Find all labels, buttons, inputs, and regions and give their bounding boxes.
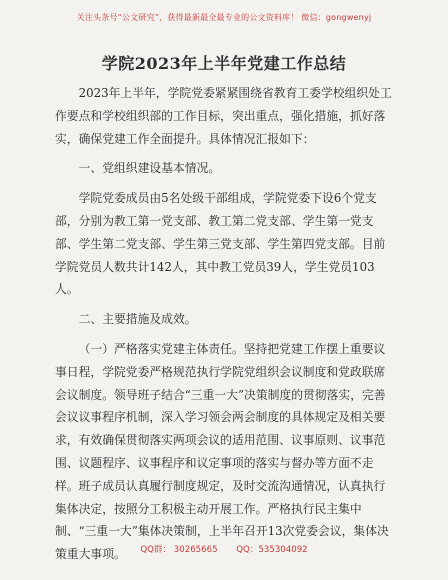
body-paragraph: （一）严格落实党建主体责任。坚持把党建工作摆上重要议事日程，学院党委严格规范执行学院党组织会议制度和党政联席会议制度。领导班子结合“三重一大”决策制度的贯彻落实，完善会议议事程序机制，深入学习领会两会制度的具体规定及相关要求，有效确保贯彻落实两项会议的适用范围、议事原则、议事范围、议题程序、议事程序和议定事项的落实与督办等方面不走样。班子成员认真履行制度规定，及时交流沟通情况，认真执行集体决定，按照分工积极主动开展工作。严格执行民主集中制、“三重一大”集体决策制，上半年召开13次党委会议，集体决策重大事项。 xyxy=(55,341,389,562)
intro-paragraph: 2023年上半年，学院党委紧紧围绕省教育工委学校组织处工作要点和学校组织部的工作目标，突出重点，强化措施，抓好落实，确保党建工作全面提升。具体情况汇报如下： xyxy=(55,86,392,146)
body-paragraph: 学院党委成员由5名处级干部组成，学院党委下设6个党支部，分别为教工第一党支部、教工第二党支部、学生第一党支部、学生第二党支部、学生第三党支部、学生第四党支部。目前学院党员人数共计142人，其中教工党员39人，学生党员103人。 xyxy=(55,191,386,297)
document-title: 学院2023年上半年党建工作总结 xyxy=(101,54,347,73)
qq-group-text: QQ群： 30265665 xyxy=(140,545,218,555)
section-heading-2: 二、主要措施及成效。 xyxy=(78,312,197,327)
qq-text: QQ：535304092 xyxy=(236,545,308,555)
section-heading-1: 一、党组织建设基本情况。 xyxy=(78,161,221,176)
document-body xyxy=(55,82,393,566)
promo-banner: 关注头条号“公文研究”，获得最新最全最专业的公文资料库！ 微信：gongwenyj xyxy=(76,13,372,22)
contact-footer xyxy=(0,543,448,555)
